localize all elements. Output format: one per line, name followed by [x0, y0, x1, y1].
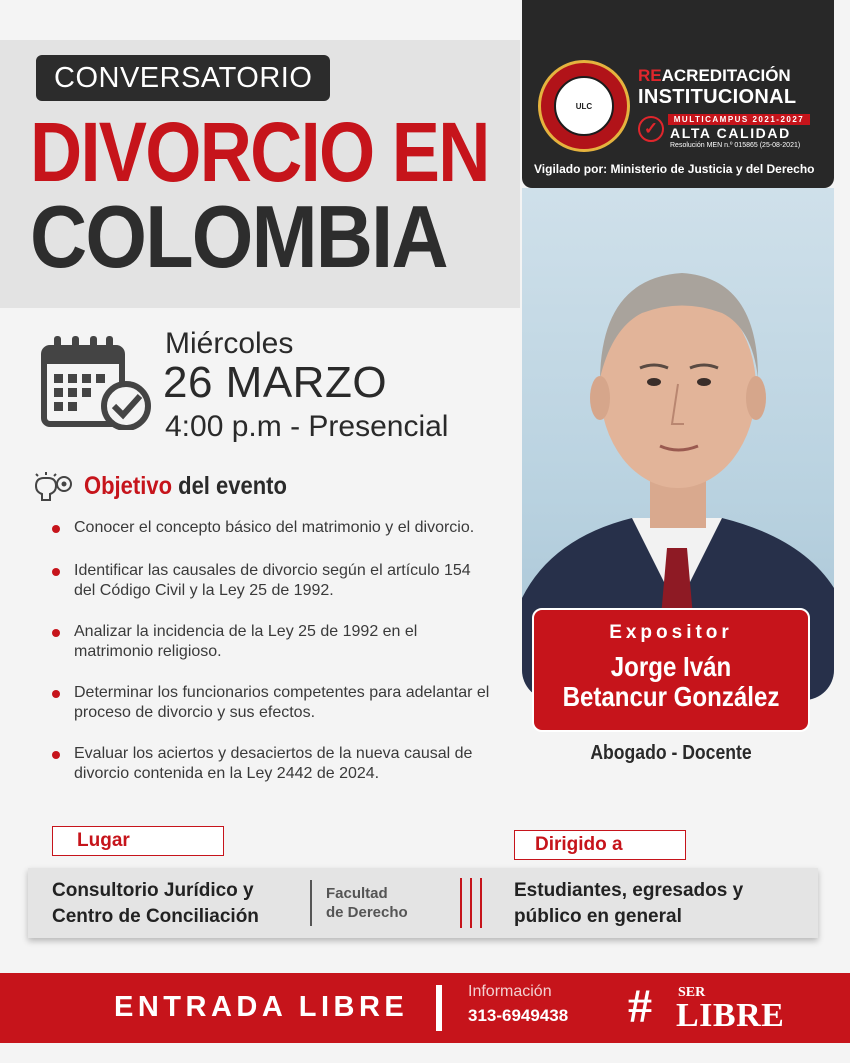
calendar-check-icon	[40, 334, 152, 430]
seal-center: ULC	[554, 76, 614, 136]
university-seal-logo	[538, 60, 630, 152]
hashtag-symbol: #	[628, 980, 652, 1033]
red-divider-lines	[460, 878, 482, 928]
bullet-dot	[52, 690, 60, 698]
event-time-mode: 4:00 p.m - Presencial	[165, 410, 449, 443]
bullet-dot	[52, 751, 60, 759]
speaker-name-line2: Betancur González	[562, 681, 780, 712]
event-date: 26 MARZO	[163, 358, 388, 407]
event-type-badge: CONVERSATORIO	[36, 55, 330, 101]
speaker-card	[532, 608, 810, 732]
free-entry-text: ENTRADA LIBRE	[114, 991, 409, 1023]
info-label: Información	[468, 983, 552, 1000]
dirigido-label: Dirigido a	[514, 830, 686, 860]
venue-text: Consultorio Jurídico y Centro de Conciliación	[52, 880, 259, 927]
accreditation-banner	[522, 0, 834, 188]
footer-banner	[0, 973, 850, 1043]
objective-heading: Objetivo del evento	[84, 472, 287, 500]
audience-text: Estudiantes, egresados y público en general	[514, 880, 744, 927]
bullet-dot	[52, 525, 60, 533]
resolucion-text: Resolución MEN n.º 015865 (25-08-2021)	[670, 142, 801, 149]
list-item: Determinar los funcionarios competentes para adelantar el proceso de divorcio y sus efectos.	[50, 683, 495, 723]
speaker-name-line1: Jorge Iván	[610, 651, 732, 682]
speaker-label: Expositor	[609, 622, 733, 643]
list-item: Identificar las causales de divorcio según el artículo 154 del Código Civil y la Ley 25 de 1992.	[50, 561, 495, 601]
footer-divider	[436, 985, 442, 1031]
phone-number: 313-6949438	[468, 1006, 569, 1025]
list-item: Evaluar los aciertos y desaciertos de la nueva causal de divorcio contenida en la Ley 2442 de 2024.	[50, 744, 495, 784]
libre-text: LIBRE	[676, 997, 785, 1034]
bullet-dot	[52, 629, 60, 637]
list-item: Analizar la incidencia de la Ley 25 de 1992 en el matrimonio religioso.	[50, 622, 495, 662]
bullet-dot	[52, 568, 60, 576]
divider	[310, 880, 312, 926]
objective-list	[50, 518, 495, 784]
multicampus-strip: MULTICAMPUS 2021-2027	[668, 114, 810, 125]
idea-gear-icon	[32, 470, 76, 506]
reacreditacion-heading: REACREDITACIÓN	[638, 66, 791, 85]
list-item: Conocer el concepto básico del matrimonio y el divorcio.	[50, 518, 495, 538]
page-title-line2: COLOMBIA	[30, 187, 447, 286]
details-bar	[28, 868, 818, 938]
ser-text: SER	[678, 985, 706, 1000]
faculty-text: Facultad de Derecho	[326, 885, 408, 921]
speaker-role: Abogado - Docente	[590, 742, 752, 764]
lugar-label: Lugar	[52, 826, 224, 856]
page-title-line1: DIVORCIO EN	[30, 105, 489, 199]
event-day: Miércoles	[165, 327, 294, 360]
alta-calidad-label: ALTA CALIDAD	[670, 125, 791, 141]
institucional-heading: INSTITUCIONAL	[638, 86, 797, 108]
vigilado-text: Vigilado por: Ministerio de Justicia y del Derecho	[534, 162, 815, 176]
check-icon: ✓	[638, 116, 664, 142]
